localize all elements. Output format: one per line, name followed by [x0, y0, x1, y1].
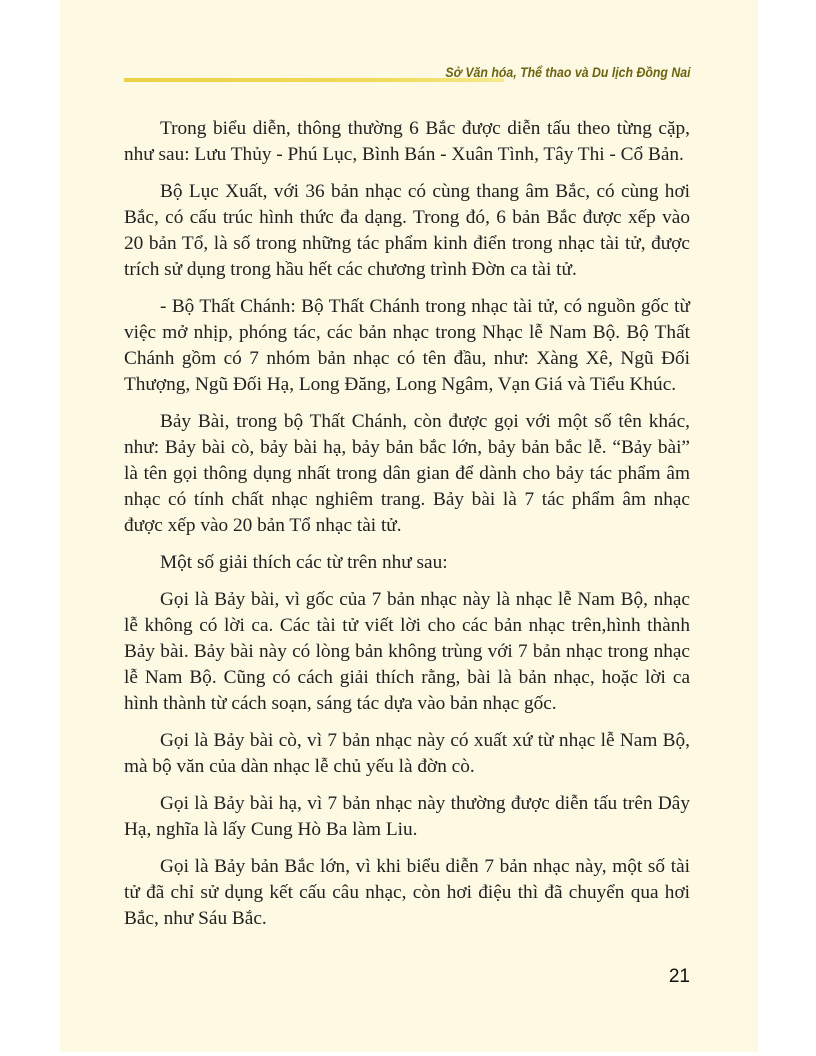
paragraph-6: Gọi là Bảy bài, vì gốc của 7 bản nhạc này là nhạc lễ Nam Bộ, nhạc lễ không có lời ca. Các tài tử viết lời cho các bản nhạc trên,hình thành Bảy bài. Bảy bài này có lòng bản không trùng với 7 bản nhạc trong nhạc lễ Nam Bộ. Cũng có cách giải thích rằng, bài là bản nhạc, hoặc lời ca hình thành từ cách soạn, sáng tác dựa vào bản nhạc gốc. — [124, 589, 690, 714]
running-header: Sở Văn hóa, Thể thao và Du lịch Đồng Nai — [445, 64, 691, 80]
body-text — [124, 116, 690, 943]
book-page — [60, 0, 758, 1052]
paragraph-1: Trong biểu diễn, thông thường 6 Bắc được diễn tấu theo từng cặp, như sau: Lưu Thủy - Phú Lục, Bình Bán - Xuân Tình, Tây Thi - Cổ Bản. — [124, 118, 690, 165]
paragraph-8: Gọi là Bảy bài hạ, vì 7 bản nhạc này thường được diễn tấu trên Dây Hạ, nghĩa là lấy Cung Hò Ba làm Liu. — [124, 793, 690, 840]
paragraph-4: Bảy Bài, trong bộ Thất Chánh, còn được gọi với một số tên khác, như: Bảy bài cò, bảy bài hạ, bảy bản bắc lớn, bảy bản bắc lễ. “Bảy bài” là tên gọi thông dụng nhất trong dân gian để dành cho bảy tác phẩm âm nhạc có tính chất nhạc nghiêm trang. Bảy bài là 7 tác phẩm âm nhạc được xếp vào 20 bản Tổ nhạc tài tử. — [124, 411, 690, 536]
paragraph-7: Gọi là Bảy bài cò, vì 7 bản nhạc này có xuất xứ từ nhạc lễ Nam Bộ, mà bộ văn của dàn nhạc lễ chủ yếu là đờn cò. — [124, 730, 690, 777]
paragraph-2: Bộ Lục Xuất, với 36 bản nhạc có cùng thang âm Bắc, có cùng hơi Bắc, có cấu trúc hình thức đa dạng. Trong đó, 6 bản Bắc được xếp vào 20 bản Tổ, là số trong những tác phẩm kinh điển trong nhạc tài tử, được trích sử dụng trong hầu hết các chương trình Đờn ca tài tử. — [124, 181, 690, 280]
paragraph-5: Một số giải thích các từ trên như sau: — [160, 552, 448, 573]
paragraph-9: Gọi là Bảy bản Bắc lớn, vì khi biểu diễn 7 bản nhạc này, một số tài tử đã chỉ sử dụng kết cấu câu nhạc, còn hơi điệu thì đã chuyển qua hơi Bắc, như Sáu Bắc. — [124, 856, 690, 929]
page-number: 21 — [668, 966, 690, 987]
paragraph-3: - Bộ Thất Chánh: Bộ Thất Chánh trong nhạc tài tử, có nguồn gốc từ việc mở nhịp, phóng tác, các bản nhạc trong Nhạc lễ Nam Bộ. Bộ Thất Chánh gồm có 7 nhóm bản nhạc có tên đầu, như: Xàng Xê, Ngũ Đối Thượng, Ngũ Đối Hạ, Long Đăng, Long Ngâm, Vạn Giá và Tiểu Khúc. — [124, 296, 690, 395]
